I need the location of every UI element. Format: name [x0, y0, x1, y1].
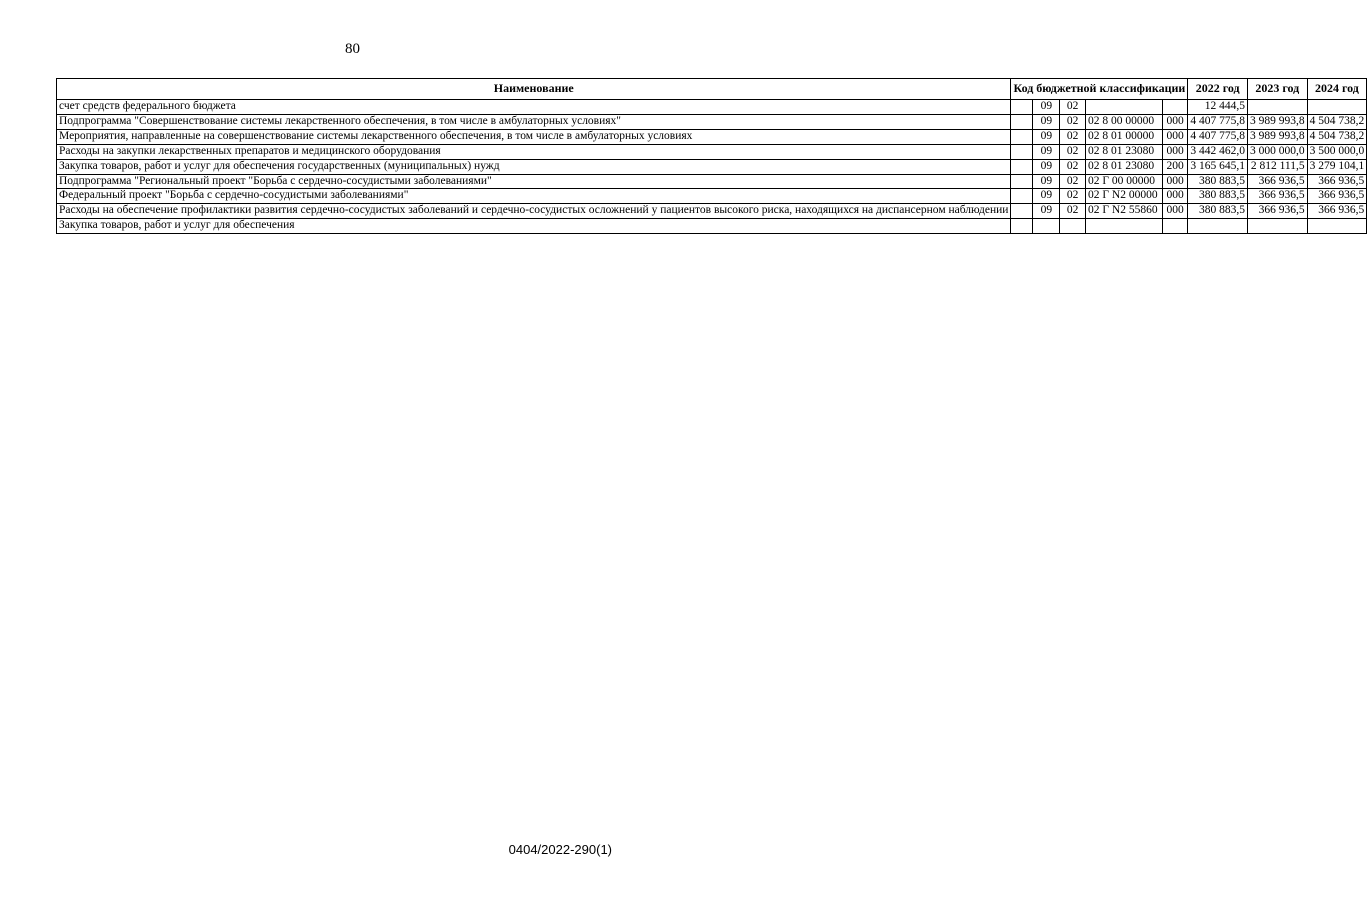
row-2023-cell: 2 812 111,5 — [1247, 159, 1307, 174]
row-2024-cell — [1307, 100, 1367, 115]
row-name-cell: счет средств федерального бюджета — [57, 100, 1011, 115]
table-row — [57, 114, 1367, 129]
row-2022-cell: 3 442 462,0 — [1188, 144, 1248, 159]
table-row — [57, 159, 1367, 174]
row-section-cell — [1033, 219, 1060, 234]
row-name-cell: Закупка товаров, работ и услуг для обеспечения — [57, 219, 1011, 234]
row-2023-cell: 366 936,5 — [1247, 189, 1307, 204]
row-section-cell: 09 — [1033, 100, 1060, 115]
row-ministry-cell — [1011, 219, 1033, 234]
row-vr-cell: 000 — [1162, 129, 1187, 144]
row-csr-cell: 02 8 00 00000 — [1085, 114, 1162, 129]
row-2023-cell: 366 936,5 — [1247, 174, 1307, 189]
row-ministry-cell — [1011, 174, 1033, 189]
row-ministry-cell — [1011, 204, 1033, 219]
row-2023-cell: 3 989 993,8 — [1247, 129, 1307, 144]
row-section-cell: 09 — [1033, 174, 1060, 189]
row-subsection-cell: 02 — [1060, 114, 1086, 129]
row-2022-cell: 4 407 775,8 — [1188, 114, 1248, 129]
header-code: Код бюджетной классификации — [1011, 79, 1188, 100]
row-vr-cell: 000 — [1162, 114, 1187, 129]
row-name-cell: Федеральный проект "Борьба с сердечно-сосудистыми заболеваниями" — [57, 189, 1011, 204]
row-2022-cell: 380 883,5 — [1188, 204, 1248, 219]
row-2024-cell: 4 504 738,2 — [1307, 129, 1367, 144]
row-2022-cell: 3 165 645,1 — [1188, 159, 1248, 174]
table-header-row — [57, 79, 1367, 100]
row-2022-cell: 380 883,5 — [1188, 174, 1248, 189]
row-name-cell: Расходы на закупки лекарственных препаратов и медицинского оборудования — [57, 144, 1011, 159]
row-2022-cell — [1188, 219, 1248, 234]
row-ministry-cell — [1011, 189, 1033, 204]
row-csr-cell: 02 8 01 00000 — [1085, 129, 1162, 144]
row-name-cell: Подпрограмма "Региональный проект "Борьба с сердечно-сосудистыми заболеваниями" — [57, 174, 1011, 189]
row-2022-cell: 12 444,5 — [1188, 100, 1248, 115]
table-row — [57, 174, 1367, 189]
row-2022-cell: 380 883,5 — [1188, 189, 1248, 204]
table-row — [57, 129, 1367, 144]
table-row — [57, 144, 1367, 159]
header-name: Наименование — [57, 79, 1011, 100]
row-ministry-cell — [1011, 144, 1033, 159]
table-row — [57, 189, 1367, 204]
row-2023-cell — [1247, 219, 1307, 234]
row-name-cell: Мероприятия, направленные на совершенствование системы лекарственного обеспечения, в том числе в амбулаторных условиях — [57, 129, 1011, 144]
row-csr-cell: 02 8 01 23080 — [1085, 144, 1162, 159]
row-2023-cell — [1247, 100, 1307, 115]
row-subsection-cell: 02 — [1060, 129, 1086, 144]
table-row — [57, 100, 1367, 115]
row-name-cell: Подпрограмма "Совершенствование системы лекарственного обеспечения, в том числе в амбулаторных условиях" — [57, 114, 1011, 129]
row-ministry-cell — [1011, 100, 1033, 115]
row-subsection-cell: 02 — [1060, 204, 1086, 219]
row-section-cell: 09 — [1033, 114, 1060, 129]
row-name-cell: Закупка товаров, работ и услуг для обеспечения государственных (муниципальных) нужд — [57, 159, 1011, 174]
page-number: 80 — [345, 41, 360, 57]
row-subsection-cell: 02 — [1060, 144, 1086, 159]
row-ministry-cell — [1011, 114, 1033, 129]
row-2023-cell: 366 936,5 — [1247, 204, 1307, 219]
row-2024-cell: 366 936,5 — [1307, 204, 1367, 219]
row-name-cell: Расходы на обеспечение профилактики развития сердечно-сосудистых заболеваний и сердечно-сосудистых осложнений у пациентов высокого риска, находящихся на диспансерном наблюдении — [57, 204, 1011, 219]
header-2023: 2023 год — [1247, 79, 1307, 100]
row-2023-cell: 3 989 993,8 — [1247, 114, 1307, 129]
row-2024-cell: 366 936,5 — [1307, 174, 1367, 189]
row-vr-cell: 000 — [1162, 204, 1187, 219]
row-subsection-cell: 02 — [1060, 159, 1086, 174]
row-section-cell: 09 — [1033, 129, 1060, 144]
row-subsection-cell: 02 — [1060, 100, 1086, 115]
row-subsection-cell: 02 — [1060, 174, 1086, 189]
row-2022-cell: 4 407 775,8 — [1188, 129, 1248, 144]
row-2024-cell: 3 500 000,0 — [1307, 144, 1367, 159]
row-vr-cell: 000 — [1162, 144, 1187, 159]
row-ministry-cell — [1011, 159, 1033, 174]
header-2024: 2024 год — [1307, 79, 1367, 100]
row-section-cell: 09 — [1033, 189, 1060, 204]
table-row — [57, 219, 1367, 234]
row-2023-cell: 3 000 000,0 — [1247, 144, 1307, 159]
row-vr-cell: 000 — [1162, 189, 1187, 204]
row-section-cell: 09 — [1033, 204, 1060, 219]
row-vr-cell: 200 — [1162, 159, 1187, 174]
row-2024-cell: 3 279 104,1 — [1307, 159, 1367, 174]
row-csr-cell: 02 Г 00 00000 — [1085, 174, 1162, 189]
row-vr-cell — [1162, 100, 1187, 115]
document-code: 0404/2022-290(1) — [508, 842, 612, 857]
header-2022: 2022 год — [1188, 79, 1248, 100]
row-ministry-cell — [1011, 129, 1033, 144]
row-csr-cell: 02 Г N2 55860 — [1085, 204, 1162, 219]
row-vr-cell: 000 — [1162, 174, 1187, 189]
row-csr-cell — [1085, 219, 1162, 234]
row-section-cell: 09 — [1033, 159, 1060, 174]
row-section-cell: 09 — [1033, 144, 1060, 159]
row-2024-cell — [1307, 219, 1367, 234]
row-csr-cell — [1085, 100, 1162, 115]
row-2024-cell: 4 504 738,2 — [1307, 114, 1367, 129]
row-csr-cell: 02 8 01 23080 — [1085, 159, 1162, 174]
row-2024-cell: 366 936,5 — [1307, 189, 1367, 204]
row-csr-cell: 02 Г N2 00000 — [1085, 189, 1162, 204]
row-vr-cell — [1162, 219, 1187, 234]
budget-table — [56, 78, 1367, 234]
table-row — [57, 204, 1367, 219]
row-subsection-cell: 02 — [1060, 189, 1086, 204]
row-subsection-cell — [1060, 219, 1086, 234]
